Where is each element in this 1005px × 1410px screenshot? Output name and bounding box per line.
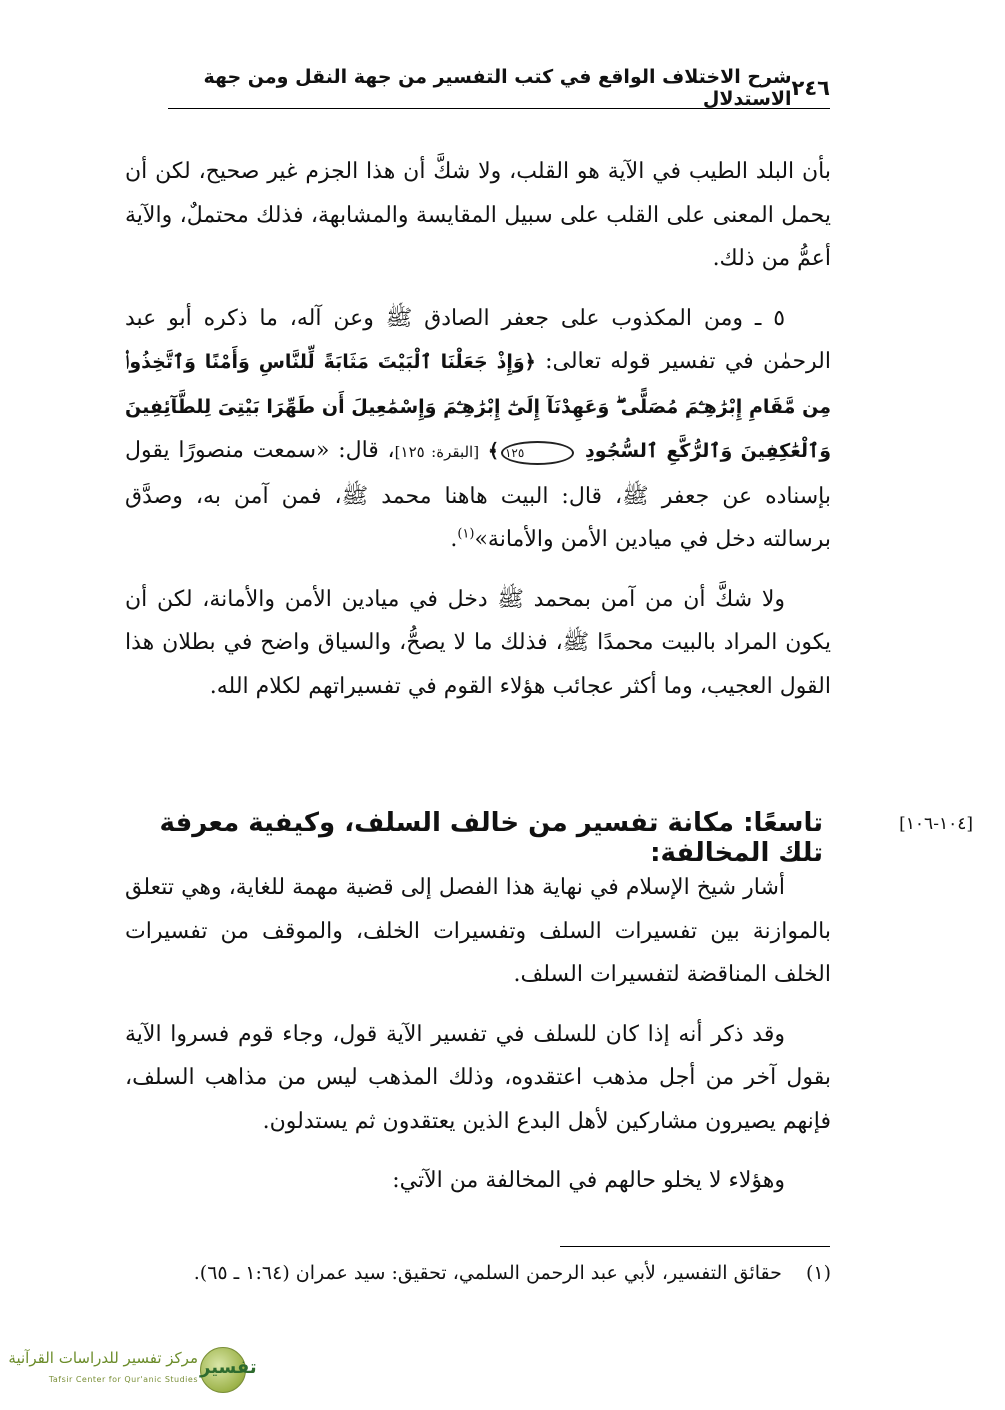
paragraph-bottom-3: وهؤلاء لا يخلو حالهم في المخالفة من الآتي: xyxy=(392,1168,785,1193)
para5-end: . xyxy=(450,527,458,552)
para5-rest: ، قال: «سمعت منصورًا يقول بإسناده عن جعفر ﷺ، قال: البيت هاهنا محمد ﷺ، فمن آمن به، وصدَّق برسالته دخل في ميادين الأمن والأمانة» xyxy=(125,438,831,552)
section-heading-row xyxy=(125,808,973,868)
section-reference: [١٠٤-١٠٦] xyxy=(899,814,973,834)
footnote-rule xyxy=(560,1246,830,1247)
paragraph-1: بأن البلد الطيب في الآية هو القلب، ولا شكَّ أن هذا الجزم غير صحيح، لكن أن يحمل المعنى على القلب على سبيل المقايسة والمشابهة، فذلك محتملٌ، والآية أعمُّ من ذلك. xyxy=(125,159,831,271)
tafsir-center-logo xyxy=(8,1345,257,1395)
body-bottom xyxy=(125,866,831,1203)
paragraph-5 xyxy=(125,297,831,562)
logo-english-name: Tafsir Center for Qur'anic Studies xyxy=(48,1375,198,1384)
quran-verse: ﴿وَإِذْ جَعَلْنَا ٱلْبَيْتَ مَثَابَةً لِّلنَّاسِ وَأَمْنًا وَٱتَّخِذُوا۟ مِن مَّقَامِ إِبْرَٰهِـۧمَ مُصَلًّى ۖ وَعَهِدْنَآ إِلَىٰٓ إِبْرَٰهِـۧمَ وَإِسْمَٰعِيلَ أَن طَهِّرَا بَيْتِىَ لِلطَّآئِفِينَ وَٱلْعَٰكِفِينَ وَٱلرُّكَّعِ ٱلسُّجُودِ xyxy=(125,351,831,462)
footnote-number: (١) xyxy=(805,1262,831,1284)
footnote-marker[interactable]: (١) xyxy=(457,526,475,542)
paragraph-after: ولا شكَّ أن من آمن بمحمد ﷺ دخل في ميادين الأمن والأمانة، لكن أن يكون المراد بالبيت محمدًا ﷺ، فذلك ما لا يصحُّ، والسياق واضح في بطلان هذا القول العجيب، وما أكثر عجائب هؤلاء القوم في تفسيراتهم لكلام الله. xyxy=(125,586,831,699)
running-title: شرح الاختلاف الواقع في كتب التفسير من جهة النقل ومن جهة الاستدلال xyxy=(203,66,792,110)
verse-close: ﴾ xyxy=(487,440,499,462)
logo-word: تفسير xyxy=(200,1357,257,1378)
ayah-number-marker: ١٢٥ xyxy=(501,441,574,465)
logo-arabic-name: مركز تفسير للدراسات القرآنية xyxy=(8,1349,198,1367)
footnote xyxy=(125,1262,831,1284)
page-number: ٢٤٦ xyxy=(791,76,830,100)
header-rule xyxy=(168,108,830,109)
page-header xyxy=(170,66,830,110)
paragraph-bottom-1: أشار شيخ الإسلام في نهاية هذا الفصل إلى قضية مهمة للغاية، وهي تتعلق بالموازنة بين تفسيرات السلف وتفسيرات الخلف، والموقف من تفسيرات الخلف المناقضة لتفسيرات السلف. xyxy=(125,875,831,987)
footnote-text: حقائق التفسير، لأبي عبد الرحمن السلمي، تحقيق: سيد عمران (١:٦٤ ـ ٦٥). xyxy=(193,1262,782,1284)
verse-reference: [البقرة: ١٢٥] xyxy=(394,443,480,461)
paragraph-bottom-2: وقد ذكر أنه إذا كان للسلف في تفسير الآية قول، وجاء قوم فسروا الآية بقول آخر من أجل مذهب اعتقدوه، وذلك المذهب ليس من مذاهب السلف، فإنهم يصيرون مشاركين لأهل البدع الذين يعتقدون ثم يستدلون. xyxy=(125,1021,831,1134)
para5-intro: ٥ ـ ومن المكذوب على جعفر الصادق ﷺ وعن آله، ما ذكره أبو عبد الرحمٰن في تفسير قوله تعالى: xyxy=(125,305,831,374)
section-heading: تاسعًا: مكانة تفسير من خالف السلف، وكيفية معرفة تلك المخالفة: xyxy=(159,808,823,868)
body-top xyxy=(125,150,831,708)
